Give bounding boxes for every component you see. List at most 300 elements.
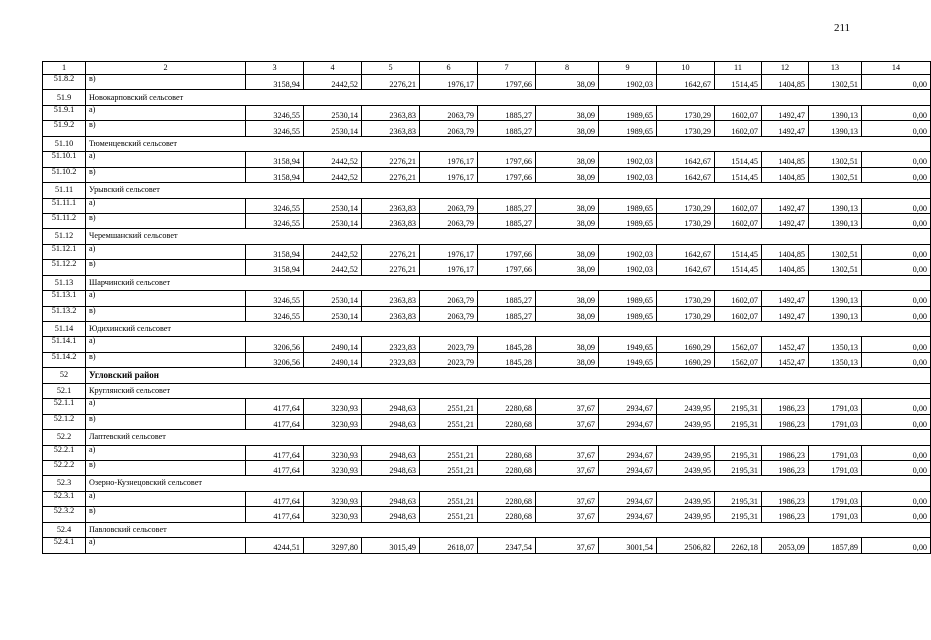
value-cell: 1514,45 — [715, 152, 762, 167]
value-cell: 0,00 — [862, 352, 931, 367]
row-code: 51.13.2 — [43, 306, 86, 321]
value-cell: 1902,03 — [599, 75, 657, 90]
value-cell: 2439,95 — [657, 491, 715, 506]
value-cell: 2195,31 — [715, 460, 762, 475]
table-row — [43, 337, 931, 352]
value-cell: 3230,93 — [304, 460, 362, 475]
value-cell: 2276,21 — [362, 244, 420, 259]
value-cell: 2934,67 — [599, 507, 657, 522]
value-cell: 1302,51 — [809, 152, 862, 167]
section-row — [43, 430, 931, 445]
value-cell: 1986,23 — [762, 460, 809, 475]
value-cell: 2530,14 — [304, 306, 362, 321]
value-cell: 1690,29 — [657, 352, 715, 367]
value-cell: 1989,65 — [599, 105, 657, 120]
table-row — [43, 152, 931, 167]
value-cell: 1404,85 — [762, 75, 809, 90]
value-cell: 2280,68 — [478, 414, 536, 429]
value-cell: 1602,07 — [715, 306, 762, 321]
value-cell: 1986,23 — [762, 414, 809, 429]
value-cell: 4177,64 — [246, 460, 304, 475]
row-label: а) — [86, 491, 246, 506]
section-row — [43, 476, 931, 491]
row-code: 51.10.1 — [43, 152, 86, 167]
value-cell: 1986,23 — [762, 491, 809, 506]
value-cell: 37,67 — [536, 399, 599, 414]
section-code: 52 — [43, 368, 86, 383]
value-cell: 2023,79 — [420, 337, 478, 352]
column-number-cell: 14 — [862, 62, 931, 75]
value-cell: 2618,07 — [420, 538, 478, 553]
value-cell: 2063,79 — [420, 291, 478, 306]
value-cell: 1885,27 — [478, 306, 536, 321]
value-cell: 1350,13 — [809, 337, 862, 352]
value-cell: 1986,23 — [762, 399, 809, 414]
row-code: 51.13.1 — [43, 291, 86, 306]
value-cell: 1514,45 — [715, 244, 762, 259]
section-row — [43, 90, 931, 105]
value-cell: 1791,03 — [809, 399, 862, 414]
table-row — [43, 75, 931, 90]
section-title: Лаптевский сельсовет — [86, 430, 931, 445]
column-number-cell: 12 — [762, 62, 809, 75]
value-cell: 4177,64 — [246, 491, 304, 506]
value-cell: 1885,27 — [478, 198, 536, 213]
value-cell: 0,00 — [862, 121, 931, 136]
value-cell: 2948,63 — [362, 399, 420, 414]
value-cell: 1902,03 — [599, 167, 657, 182]
value-cell: 2363,83 — [362, 198, 420, 213]
section-row — [43, 383, 931, 398]
value-cell: 2347,54 — [478, 538, 536, 553]
table-row — [43, 105, 931, 120]
value-cell: 2323,83 — [362, 352, 420, 367]
column-number-cell: 4 — [304, 62, 362, 75]
value-cell: 1602,07 — [715, 121, 762, 136]
value-cell: 1642,67 — [657, 167, 715, 182]
value-cell: 4177,64 — [246, 507, 304, 522]
value-cell: 2276,21 — [362, 167, 420, 182]
value-cell: 3015,49 — [362, 538, 420, 553]
row-label: в) — [86, 167, 246, 182]
column-number-cell: 2 — [86, 62, 246, 75]
value-cell: 2948,63 — [362, 445, 420, 460]
value-cell: 1390,13 — [809, 291, 862, 306]
value-cell: 1642,67 — [657, 260, 715, 275]
section-code: 52.1 — [43, 383, 86, 398]
value-cell: 1976,17 — [420, 244, 478, 259]
value-cell: 1730,29 — [657, 213, 715, 228]
value-cell: 3297,80 — [304, 538, 362, 553]
section-code: 51.10 — [43, 136, 86, 151]
value-cell: 2195,31 — [715, 445, 762, 460]
value-cell: 1514,45 — [715, 260, 762, 275]
value-cell: 2195,31 — [715, 507, 762, 522]
value-cell: 37,67 — [536, 460, 599, 475]
value-cell: 1989,65 — [599, 121, 657, 136]
value-cell: 1730,29 — [657, 291, 715, 306]
value-cell: 1797,66 — [478, 167, 536, 182]
page-number: 211 — [833, 22, 851, 34]
value-cell: 3158,94 — [246, 167, 304, 182]
column-number-cell: 8 — [536, 62, 599, 75]
value-cell: 1730,29 — [657, 306, 715, 321]
value-cell: 1885,27 — [478, 291, 536, 306]
value-cell: 3246,55 — [246, 306, 304, 321]
row-code: 51.11.1 — [43, 198, 86, 213]
value-cell: 2053,09 — [762, 538, 809, 553]
value-cell: 2442,52 — [304, 152, 362, 167]
value-cell: 38,09 — [536, 352, 599, 367]
value-cell: 2023,79 — [420, 352, 478, 367]
value-cell: 3158,94 — [246, 244, 304, 259]
value-cell: 1602,07 — [715, 198, 762, 213]
value-cell: 1404,85 — [762, 152, 809, 167]
table-row — [43, 291, 931, 306]
value-cell: 3230,93 — [304, 507, 362, 522]
table-row — [43, 213, 931, 228]
row-label: а) — [86, 445, 246, 460]
value-cell: 38,09 — [536, 337, 599, 352]
value-cell: 3246,55 — [246, 213, 304, 228]
value-cell: 2280,68 — [478, 399, 536, 414]
value-cell: 2442,52 — [304, 260, 362, 275]
value-cell: 38,09 — [536, 75, 599, 90]
value-cell: 1730,29 — [657, 198, 715, 213]
value-cell: 2530,14 — [304, 198, 362, 213]
row-label: а) — [86, 291, 246, 306]
column-number-cell: 1 — [43, 62, 86, 75]
row-label: в) — [86, 121, 246, 136]
value-cell: 2442,52 — [304, 244, 362, 259]
value-cell: 2280,68 — [478, 491, 536, 506]
value-cell: 2948,63 — [362, 507, 420, 522]
value-cell: 1302,51 — [809, 167, 862, 182]
value-cell: 1404,85 — [762, 244, 809, 259]
value-cell: 1791,03 — [809, 491, 862, 506]
value-cell: 2442,52 — [304, 75, 362, 90]
section-title: Павловский сельсовет — [86, 522, 931, 537]
value-cell: 38,09 — [536, 244, 599, 259]
value-cell: 1514,45 — [715, 167, 762, 182]
value-cell: 2276,21 — [362, 260, 420, 275]
row-code: 52.3.2 — [43, 507, 86, 522]
value-cell: 37,67 — [536, 507, 599, 522]
column-number-cell: 11 — [715, 62, 762, 75]
value-cell: 1902,03 — [599, 260, 657, 275]
value-cell: 0,00 — [862, 105, 931, 120]
table-body — [43, 62, 931, 554]
row-label: в) — [86, 213, 246, 228]
value-cell: 2276,21 — [362, 152, 420, 167]
value-cell: 2363,83 — [362, 213, 420, 228]
value-cell: 4177,64 — [246, 445, 304, 460]
table-row — [43, 507, 931, 522]
district-row — [43, 368, 931, 383]
value-cell: 1986,23 — [762, 445, 809, 460]
value-cell: 0,00 — [862, 260, 931, 275]
column-number-cell: 13 — [809, 62, 862, 75]
value-cell: 1514,45 — [715, 75, 762, 90]
value-cell: 1986,23 — [762, 507, 809, 522]
value-cell: 1902,03 — [599, 244, 657, 259]
value-cell: 38,09 — [536, 306, 599, 321]
value-cell: 2934,67 — [599, 460, 657, 475]
value-cell: 1885,27 — [478, 105, 536, 120]
table-row — [43, 244, 931, 259]
section-code: 52.4 — [43, 522, 86, 537]
row-code: 52.2.1 — [43, 445, 86, 460]
value-cell: 1730,29 — [657, 121, 715, 136]
value-cell: 0,00 — [862, 507, 931, 522]
value-cell: 1642,67 — [657, 75, 715, 90]
value-cell: 38,09 — [536, 198, 599, 213]
value-cell: 1404,85 — [762, 167, 809, 182]
row-code: 52.1.2 — [43, 414, 86, 429]
value-cell: 2063,79 — [420, 121, 478, 136]
value-cell: 2363,83 — [362, 306, 420, 321]
value-cell: 2439,95 — [657, 460, 715, 475]
section-title: Новокарповский сельсовет — [86, 90, 931, 105]
row-code: 51.10.2 — [43, 167, 86, 182]
value-cell: 0,00 — [862, 445, 931, 460]
value-cell: 1976,17 — [420, 167, 478, 182]
column-number-row — [43, 62, 931, 75]
value-cell: 3230,93 — [304, 399, 362, 414]
row-label: а) — [86, 538, 246, 553]
value-cell: 2363,83 — [362, 105, 420, 120]
tariff-table — [42, 61, 931, 554]
value-cell: 38,09 — [536, 167, 599, 182]
column-number-cell: 9 — [599, 62, 657, 75]
value-cell: 38,09 — [536, 213, 599, 228]
value-cell: 0,00 — [862, 306, 931, 321]
column-number-cell: 5 — [362, 62, 420, 75]
value-cell: 0,00 — [862, 152, 931, 167]
value-cell: 2551,21 — [420, 507, 478, 522]
value-cell: 0,00 — [862, 167, 931, 182]
value-cell: 4177,64 — [246, 414, 304, 429]
table-row — [43, 306, 931, 321]
value-cell: 38,09 — [536, 121, 599, 136]
value-cell: 3246,55 — [246, 105, 304, 120]
table-row — [43, 491, 931, 506]
value-cell: 1791,03 — [809, 460, 862, 475]
value-cell: 1949,65 — [599, 337, 657, 352]
value-cell: 2063,79 — [420, 198, 478, 213]
row-label: в) — [86, 75, 246, 90]
value-cell: 2280,68 — [478, 507, 536, 522]
row-code: 51.12.2 — [43, 260, 86, 275]
section-title: Круглянский сельсовет — [86, 383, 931, 398]
value-cell: 2934,67 — [599, 414, 657, 429]
value-cell: 37,67 — [536, 491, 599, 506]
value-cell: 2195,31 — [715, 414, 762, 429]
value-cell: 0,00 — [862, 291, 931, 306]
value-cell: 3206,56 — [246, 337, 304, 352]
value-cell: 2948,63 — [362, 491, 420, 506]
value-cell: 1885,27 — [478, 121, 536, 136]
value-cell: 1302,51 — [809, 75, 862, 90]
value-cell: 1797,66 — [478, 260, 536, 275]
value-cell: 2363,83 — [362, 291, 420, 306]
value-cell: 2276,21 — [362, 75, 420, 90]
value-cell: 38,09 — [536, 260, 599, 275]
table-row — [43, 414, 931, 429]
section-code: 51.11 — [43, 183, 86, 198]
section-title: Черемшанский сельсовет — [86, 229, 931, 244]
value-cell: 3158,94 — [246, 152, 304, 167]
value-cell: 1989,65 — [599, 306, 657, 321]
value-cell: 3230,93 — [304, 445, 362, 460]
section-row — [43, 522, 931, 537]
value-cell: 1302,51 — [809, 244, 862, 259]
row-code: 51.12.1 — [43, 244, 86, 259]
row-code: 52.2.2 — [43, 460, 86, 475]
value-cell: 3230,93 — [304, 414, 362, 429]
row-code: 52.4.1 — [43, 538, 86, 553]
row-label: в) — [86, 507, 246, 522]
value-cell: 37,67 — [536, 538, 599, 553]
value-cell: 1791,03 — [809, 445, 862, 460]
table-row — [43, 198, 931, 213]
value-cell: 3230,93 — [304, 491, 362, 506]
value-cell: 1976,17 — [420, 152, 478, 167]
value-cell: 2195,31 — [715, 491, 762, 506]
value-cell: 2063,79 — [420, 105, 478, 120]
value-cell: 0,00 — [862, 460, 931, 475]
table-row — [43, 352, 931, 367]
value-cell: 2934,67 — [599, 491, 657, 506]
value-cell: 1302,51 — [809, 260, 862, 275]
value-cell: 2551,21 — [420, 460, 478, 475]
value-cell: 2530,14 — [304, 291, 362, 306]
section-row — [43, 322, 931, 337]
value-cell: 3246,55 — [246, 121, 304, 136]
value-cell: 1492,47 — [762, 198, 809, 213]
value-cell: 2530,14 — [304, 213, 362, 228]
value-cell: 1845,28 — [478, 352, 536, 367]
section-row — [43, 136, 931, 151]
section-title: Урывский сельсовет — [86, 183, 931, 198]
value-cell: 1902,03 — [599, 152, 657, 167]
value-cell: 0,00 — [862, 399, 931, 414]
value-cell: 2934,67 — [599, 399, 657, 414]
row-label: а) — [86, 198, 246, 213]
value-cell: 3206,56 — [246, 352, 304, 367]
value-cell: 1730,29 — [657, 105, 715, 120]
value-cell: 3158,94 — [246, 75, 304, 90]
row-label: а) — [86, 105, 246, 120]
district-title: Угловский район — [86, 368, 931, 383]
value-cell: 1690,29 — [657, 337, 715, 352]
row-label: в) — [86, 352, 246, 367]
section-row — [43, 275, 931, 290]
value-cell: 2551,21 — [420, 399, 478, 414]
row-code: 51.9.2 — [43, 121, 86, 136]
value-cell: 1797,66 — [478, 244, 536, 259]
section-title: Тюменцевский сельсовет — [86, 136, 931, 151]
row-label: а) — [86, 244, 246, 259]
value-cell: 0,00 — [862, 198, 931, 213]
value-cell: 1452,47 — [762, 352, 809, 367]
value-cell: 1390,13 — [809, 306, 862, 321]
value-cell: 2530,14 — [304, 105, 362, 120]
value-cell: 2551,21 — [420, 491, 478, 506]
value-cell: 1492,47 — [762, 291, 809, 306]
value-cell: 37,67 — [536, 414, 599, 429]
value-cell: 1602,07 — [715, 105, 762, 120]
value-cell: 1976,17 — [420, 260, 478, 275]
row-code: 51.11.2 — [43, 213, 86, 228]
value-cell: 1602,07 — [715, 213, 762, 228]
value-cell: 2948,63 — [362, 414, 420, 429]
value-cell: 1390,13 — [809, 198, 862, 213]
value-cell: 1562,07 — [715, 352, 762, 367]
column-number-cell: 7 — [478, 62, 536, 75]
value-cell: 1989,65 — [599, 213, 657, 228]
section-title: Шарчинский сельсовет — [86, 275, 931, 290]
column-number-cell: 6 — [420, 62, 478, 75]
row-label: а) — [86, 399, 246, 414]
row-label: в) — [86, 460, 246, 475]
value-cell: 2439,95 — [657, 414, 715, 429]
value-cell: 2530,14 — [304, 121, 362, 136]
value-cell: 0,00 — [862, 414, 931, 429]
value-cell: 1492,47 — [762, 213, 809, 228]
value-cell: 38,09 — [536, 105, 599, 120]
value-cell: 2506,82 — [657, 538, 715, 553]
value-cell: 37,67 — [536, 445, 599, 460]
value-cell: 2063,79 — [420, 306, 478, 321]
value-cell: 1797,66 — [478, 152, 536, 167]
value-cell: 1492,47 — [762, 105, 809, 120]
value-cell: 2934,67 — [599, 445, 657, 460]
value-cell: 0,00 — [862, 213, 931, 228]
section-code: 51.12 — [43, 229, 86, 244]
value-cell: 1797,66 — [478, 75, 536, 90]
value-cell: 2490,14 — [304, 337, 362, 352]
row-label: в) — [86, 306, 246, 321]
row-code: 52.1.1 — [43, 399, 86, 414]
value-cell: 2195,31 — [715, 399, 762, 414]
section-code: 51.13 — [43, 275, 86, 290]
value-cell: 1642,67 — [657, 152, 715, 167]
value-cell: 1642,67 — [657, 244, 715, 259]
table-row — [43, 121, 931, 136]
value-cell: 1350,13 — [809, 352, 862, 367]
table-row — [43, 399, 931, 414]
row-code: 51.9.1 — [43, 105, 86, 120]
value-cell: 0,00 — [862, 538, 931, 553]
row-label: а) — [86, 337, 246, 352]
value-cell: 1404,85 — [762, 260, 809, 275]
section-title: Юдихинский сельсовет — [86, 322, 931, 337]
value-cell: 2948,63 — [362, 460, 420, 475]
row-label: в) — [86, 260, 246, 275]
value-cell: 2280,68 — [478, 445, 536, 460]
row-code: 51.14.1 — [43, 337, 86, 352]
section-row — [43, 183, 931, 198]
value-cell: 4177,64 — [246, 399, 304, 414]
value-cell: 1562,07 — [715, 337, 762, 352]
value-cell: 2439,95 — [657, 507, 715, 522]
table-row — [43, 260, 931, 275]
value-cell: 2551,21 — [420, 445, 478, 460]
value-cell: 4244,51 — [246, 538, 304, 553]
value-cell: 1602,07 — [715, 291, 762, 306]
value-cell: 1390,13 — [809, 121, 862, 136]
